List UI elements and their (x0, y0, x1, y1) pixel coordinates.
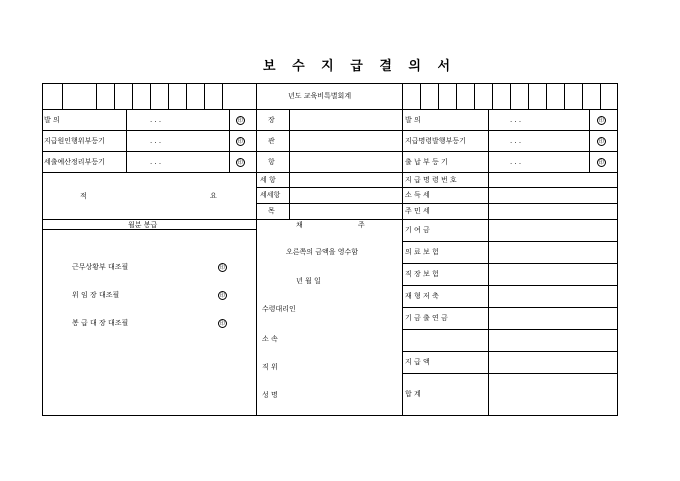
receipt-field-agent: 수령대리인 (262, 305, 296, 313)
left-row-label-2: 지급원인행위부등기 (44, 137, 105, 145)
seal-icon: 印 (598, 160, 604, 166)
deduction-label-5: 의 료 보 험 (405, 248, 439, 256)
left-row-date-3[interactable]: . . . (150, 158, 162, 166)
right-row-label-1: 발 의 (405, 116, 421, 124)
deduction-label-7: 재 형 저 축 (405, 292, 439, 300)
receipt-header-right: 주 (358, 221, 365, 229)
receipt-field-affiliation: 소 속 (262, 335, 278, 343)
pay-header: 월분 봉급 (128, 221, 158, 229)
middle-row-label-1: 장 (268, 116, 275, 124)
right-row-label-2: 지급명령발행부등기 (405, 137, 466, 145)
left-row-label-3: 세출예산정리부등기 (44, 158, 105, 166)
receipt-field-name: 성 명 (262, 391, 278, 399)
pay-line-3: 봉 급 대 장 대조필 (72, 319, 129, 327)
receipt-date[interactable]: 년 월 일 (296, 277, 321, 285)
deduction-label-4: 기 여 금 (405, 226, 430, 234)
right-row-date-2[interactable]: . . . (510, 137, 522, 145)
deduction-label-6: 직 장 보 험 (405, 270, 439, 278)
middle-row-label-6: 목 (268, 207, 275, 215)
deduction-label-2: 소 득 세 (405, 191, 430, 199)
budget-label: 년도 교육비특별회계 (288, 92, 352, 100)
middle-row-label-3: 항 (268, 158, 275, 166)
pay-line-1: 근무상황부 대조필 (72, 263, 129, 271)
deduction-label-3: 주 민 세 (405, 207, 430, 215)
payment-amount-label: 지 급 액 (405, 358, 430, 366)
right-row-label-3: 출 납 부 등 기 (405, 158, 448, 166)
total-label: 합 계 (405, 390, 421, 398)
summary-label-left: 적 (80, 192, 87, 200)
seal-icon: 印 (237, 160, 243, 166)
receipt-text: 오른쪽의 금액을 영수함 (286, 248, 359, 256)
seal-icon: 印 (237, 139, 243, 145)
left-row-date-2[interactable]: . . . (150, 137, 162, 145)
left-row-date-1[interactable]: . . . (150, 116, 162, 124)
deduction-label-8: 기 금 출 연 금 (405, 314, 448, 322)
summary-label-right: 요 (210, 192, 217, 200)
seal-icon: 印 (219, 265, 225, 271)
right-row-date-3[interactable]: . . . (510, 158, 522, 166)
middle-row-label-2: 관 (268, 137, 275, 145)
receipt-header-left: 채 (296, 221, 303, 229)
seal-icon: 印 (598, 118, 604, 124)
pay-line-2: 위 임 장 대조필 (72, 291, 120, 299)
left-row-label-1: 발 의 (44, 116, 60, 124)
middle-row-label-5: 세세항 (260, 191, 281, 199)
middle-row-label-4: 세 항 (260, 176, 276, 184)
receipt-field-position: 직 위 (262, 363, 278, 371)
deduction-label-1: 지 급 명 령 번 호 (405, 176, 457, 184)
seal-icon: 印 (219, 321, 225, 327)
seal-icon: 印 (237, 118, 243, 124)
seal-icon: 印 (219, 293, 225, 299)
seal-icon: 印 (598, 139, 604, 145)
right-row-date-1[interactable]: . . . (510, 116, 522, 124)
document-title: 보 수 지 급 결 의 서 (263, 59, 457, 74)
